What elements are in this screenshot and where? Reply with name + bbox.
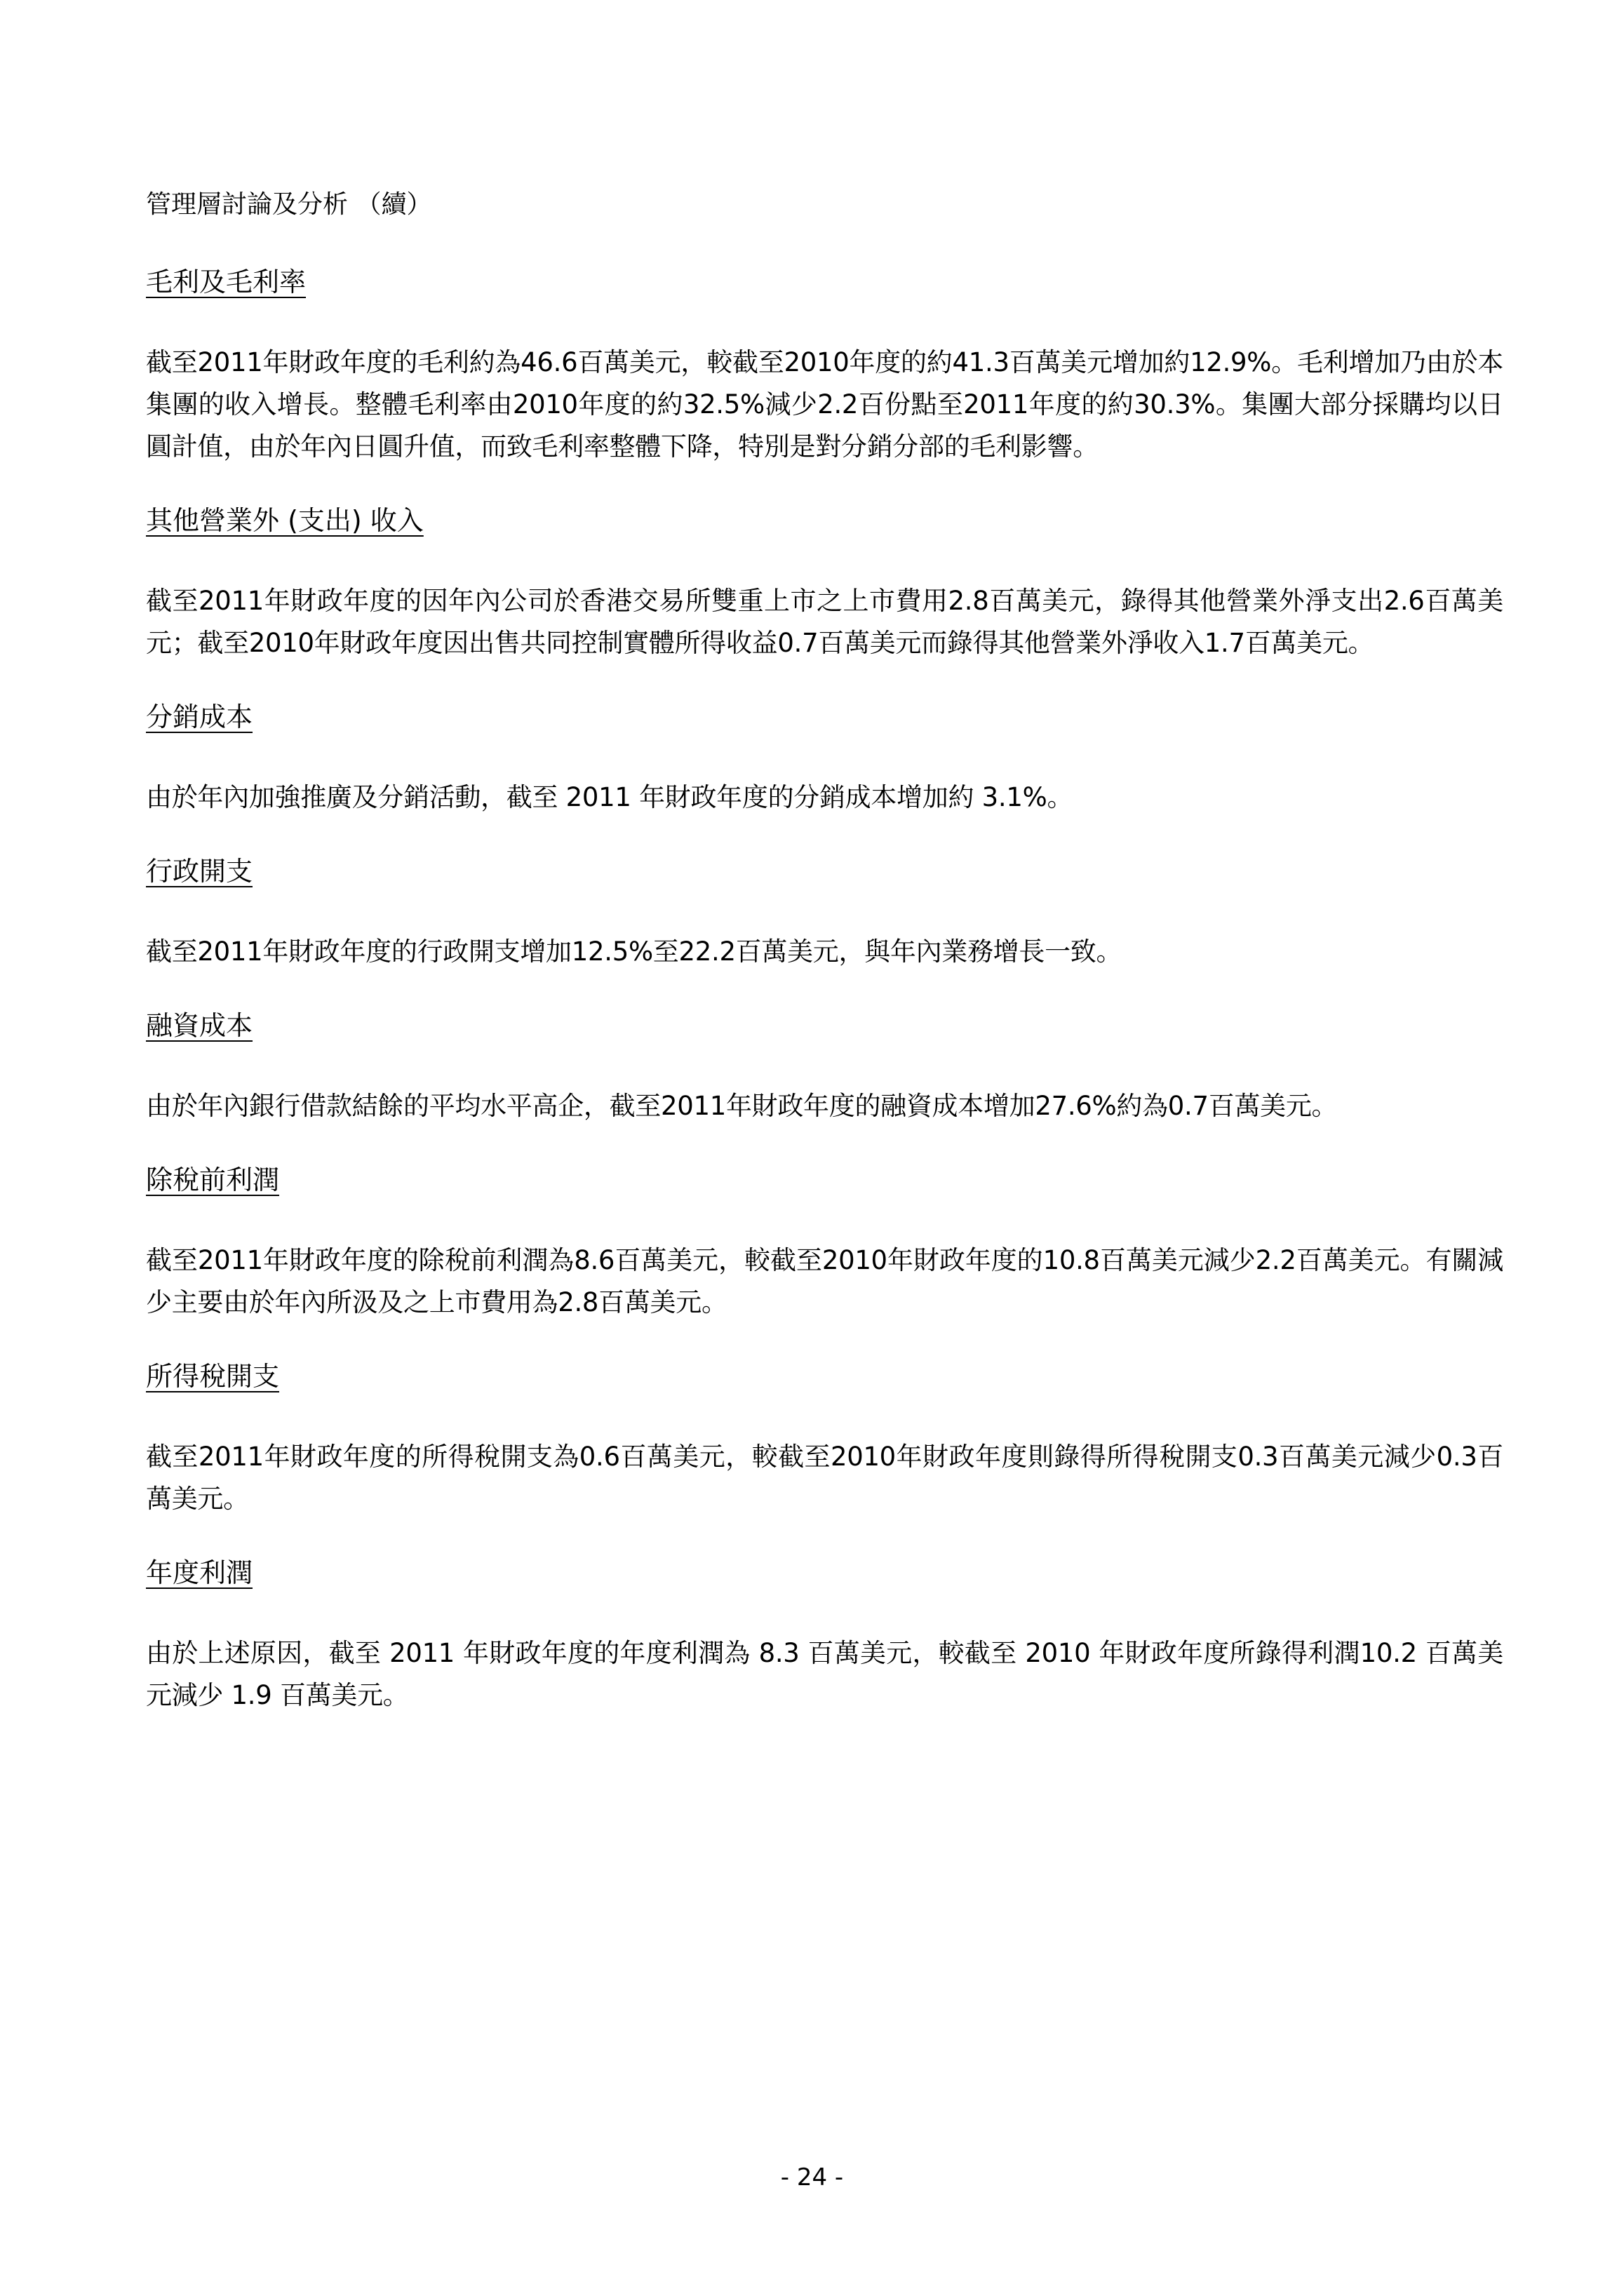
page-content xyxy=(146,186,1503,1750)
section-heading: 所得稅開支 xyxy=(146,1361,280,1392)
section-body: 由於年內加強推廣及分銷活動，截至 2011 年財政年度的分銷成本增加約 3.1%。 xyxy=(146,782,1073,812)
section-profit-for-year xyxy=(146,1554,1503,1717)
section-body: 截至2011年財政年度的毛利約為46.6百萬美元，較截至2010年度的約41.3百萬美元增加約12.9%。毛利增加乃由於本集團的收入增長。整體毛利率由2010年度的約32.5%減少2.2百份點至2011年度的約30.3%。集團大部分採購均以日圓計值，由於年內日圓升值，而致毛利率整體下降，特別是對分銷分部的毛利影響。 xyxy=(146,347,1503,462)
section-distribution-costs xyxy=(146,698,1503,819)
section-body: 由於上述原因，截至 2011 年財政年度的年度利潤為 8.3 百萬美元，較截至 2010 年財政年度所錄得利潤10.2 百萬美元減少 1.9 百萬美元。 xyxy=(146,1638,1503,1710)
section-heading: 年度利潤 xyxy=(146,1557,253,1588)
section-profit-before-tax xyxy=(146,1161,1503,1324)
section-heading: 除稅前利潤 xyxy=(146,1164,280,1195)
section-heading: 行政開支 xyxy=(146,856,253,887)
section-heading: 毛利及毛利率 xyxy=(146,267,307,297)
section-body: 截至2011年財政年度的行政開支增加12.5%至22.2百萬美元，與年內業務增長一致。 xyxy=(146,936,1122,967)
document-title: 管理層討論及分析 （續） xyxy=(146,190,432,219)
section-heading: 其他營業外 (支出) 收入 xyxy=(146,505,424,536)
section-body: 截至2011年財政年度的因年內公司於香港交易所雙重上市之上市費用2.8百萬美元，錄得其他營業外淨支出2.6百萬美元；截至2010年財政年度因出售共同控制實體所得收益0.7百萬美元而錄得其他營業外淨收入1.7百萬美元。 xyxy=(146,586,1503,658)
section-body: 由於年內銀行借款結餘的平均水平高企，截至2011年財政年度的融資成本增加27.6%約為0.7百萬美元。 xyxy=(146,1091,1338,1121)
section-body: 截至2011年財政年度的所得稅開支為0.6百萬美元，較截至2010年財政年度則錄得所得稅開支0.3百萬美元減少0.3百萬美元。 xyxy=(146,1442,1503,1514)
section-body: 截至2011年財政年度的除稅前利潤為8.6百萬美元，較截至2010年財政年度的10.8百萬美元減少2.2百萬美元。有關減少主要由於年內所汲及之上市費用為2.8百萬美元。 xyxy=(146,1245,1503,1317)
section-income-tax-expense xyxy=(146,1357,1503,1520)
section-heading: 分銷成本 xyxy=(146,701,253,732)
section-heading: 融資成本 xyxy=(146,1010,253,1041)
section-finance-costs xyxy=(146,1007,1503,1127)
section-gross-profit xyxy=(146,263,1503,468)
section-administrative-expenses xyxy=(146,852,1503,973)
section-other-non-operating xyxy=(146,502,1503,664)
page-number: - 24 - xyxy=(780,2163,844,2191)
